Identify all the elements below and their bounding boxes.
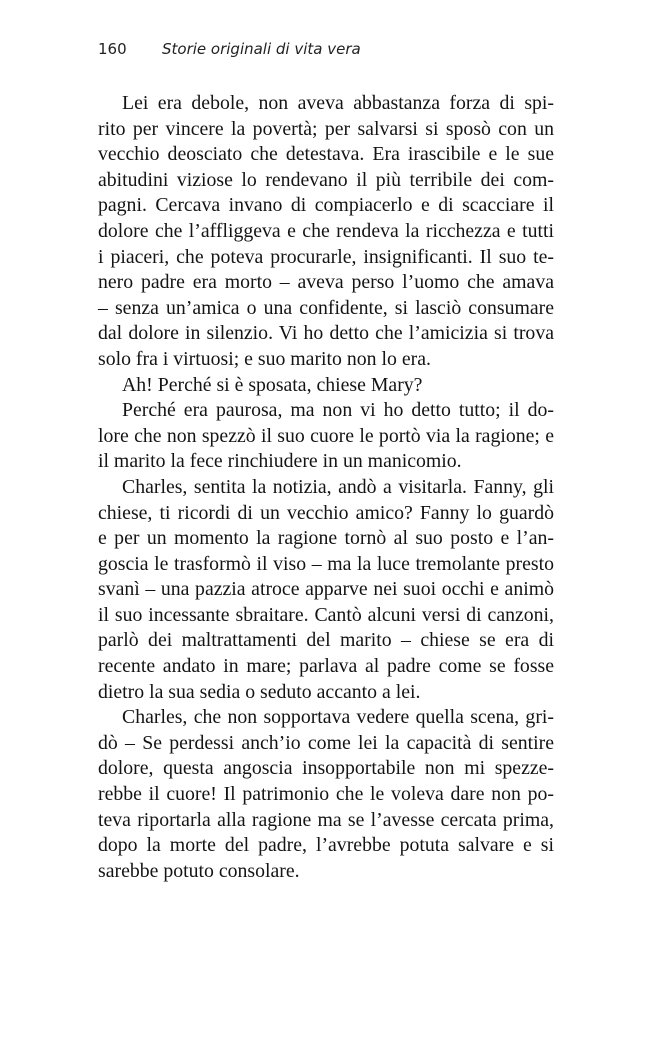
text-line: rebbe il cuore! Il patrimonio che le voleva dare non po- (98, 783, 554, 806)
text-line: dò – Se perdessi anch’io come lei la capacità di sentire (98, 731, 554, 754)
text-line: goscia le trasformò il viso – ma la luce tremolante presto (98, 552, 554, 575)
text-line: nero padre era morto – aveva perso l’uomo che amava (98, 271, 554, 294)
text-line: svanì – una pazzia atroce apparve nei suoi occhi e animò (98, 578, 554, 601)
text-line: dopo la morte del padre, l’avrebbe potuta salvare e si (98, 834, 554, 857)
text-line: abitudini viziose lo rendevano il più terribile dei com- (98, 168, 554, 191)
text-line: rito per vincere la povertà; per salvarsi si sposò con un (98, 117, 554, 140)
text-line: sarebbe potuto consolare. (98, 859, 300, 882)
text-line: parlò dei maltrattamenti del marito – chiese se era di (98, 629, 554, 652)
text-line: Charles, sentita la notizia, andò a visitarla. Fanny, gli (122, 475, 554, 498)
text-line: il suo incessante sbraitare. Cantò alcuni versi di canzoni, (98, 603, 554, 626)
running-head (98, 40, 361, 58)
text-line: il marito la fece rinchiudere in un manicomio. (98, 450, 462, 473)
page-number: 160 (98, 40, 127, 58)
text-line: chiese, ti ricordi di un vecchio amico? Fanny lo guardò (98, 501, 554, 524)
text-line: Perché era paurosa, ma non vi ho detto tutto; il do- (122, 399, 554, 422)
text-line: dal dolore in silenzio. Vi ho detto che l’amicizia si trova (98, 322, 554, 345)
text-line: solo fra i virtuosi; e suo marito non lo era. (98, 347, 431, 370)
text-line: teva riportarla alla ragione ma se l’avesse cercata prima, (98, 808, 554, 831)
text-line: Ah! Perché si è sposata, chiese Mary? (122, 373, 423, 396)
text-line: dietro la sua sedia o seduto accanto a lei. (98, 680, 421, 703)
text-line: lore che non spezzò il suo cuore le portò via la ragione; e (98, 424, 554, 447)
text-line: pagni. Cercava invano di compiacerlo e di scacciare il (98, 194, 554, 217)
text-line: i piaceri, che poteva procurarle, insignificanti. Il suo te- (98, 245, 554, 268)
text-line: recente andato in mare; parlava al padre come se fosse (98, 655, 554, 678)
text-line: Lei era debole, non aveva abbastanza forza di spi- (122, 92, 554, 114)
text-line: Charles, che non sopportava vedere quella scena, gri- (122, 706, 554, 729)
text-line: dolore che l’affliggeva e che rendeva la ricchezza e tutti (98, 219, 554, 242)
text-line: vecchio deosciato che detestava. Era irascibile e le sue (98, 143, 554, 166)
body-text (98, 91, 554, 884)
text-line: e per un momento la ragione tornò al suo posto e l’an- (98, 527, 554, 550)
text-line: dolore, questa angoscia insopportabile non mi spezze- (98, 757, 554, 780)
text-line: – senza un’amica o una confidente, si lasciò consumare (98, 296, 554, 319)
book-title: Storie originali di vita vera (162, 40, 361, 58)
